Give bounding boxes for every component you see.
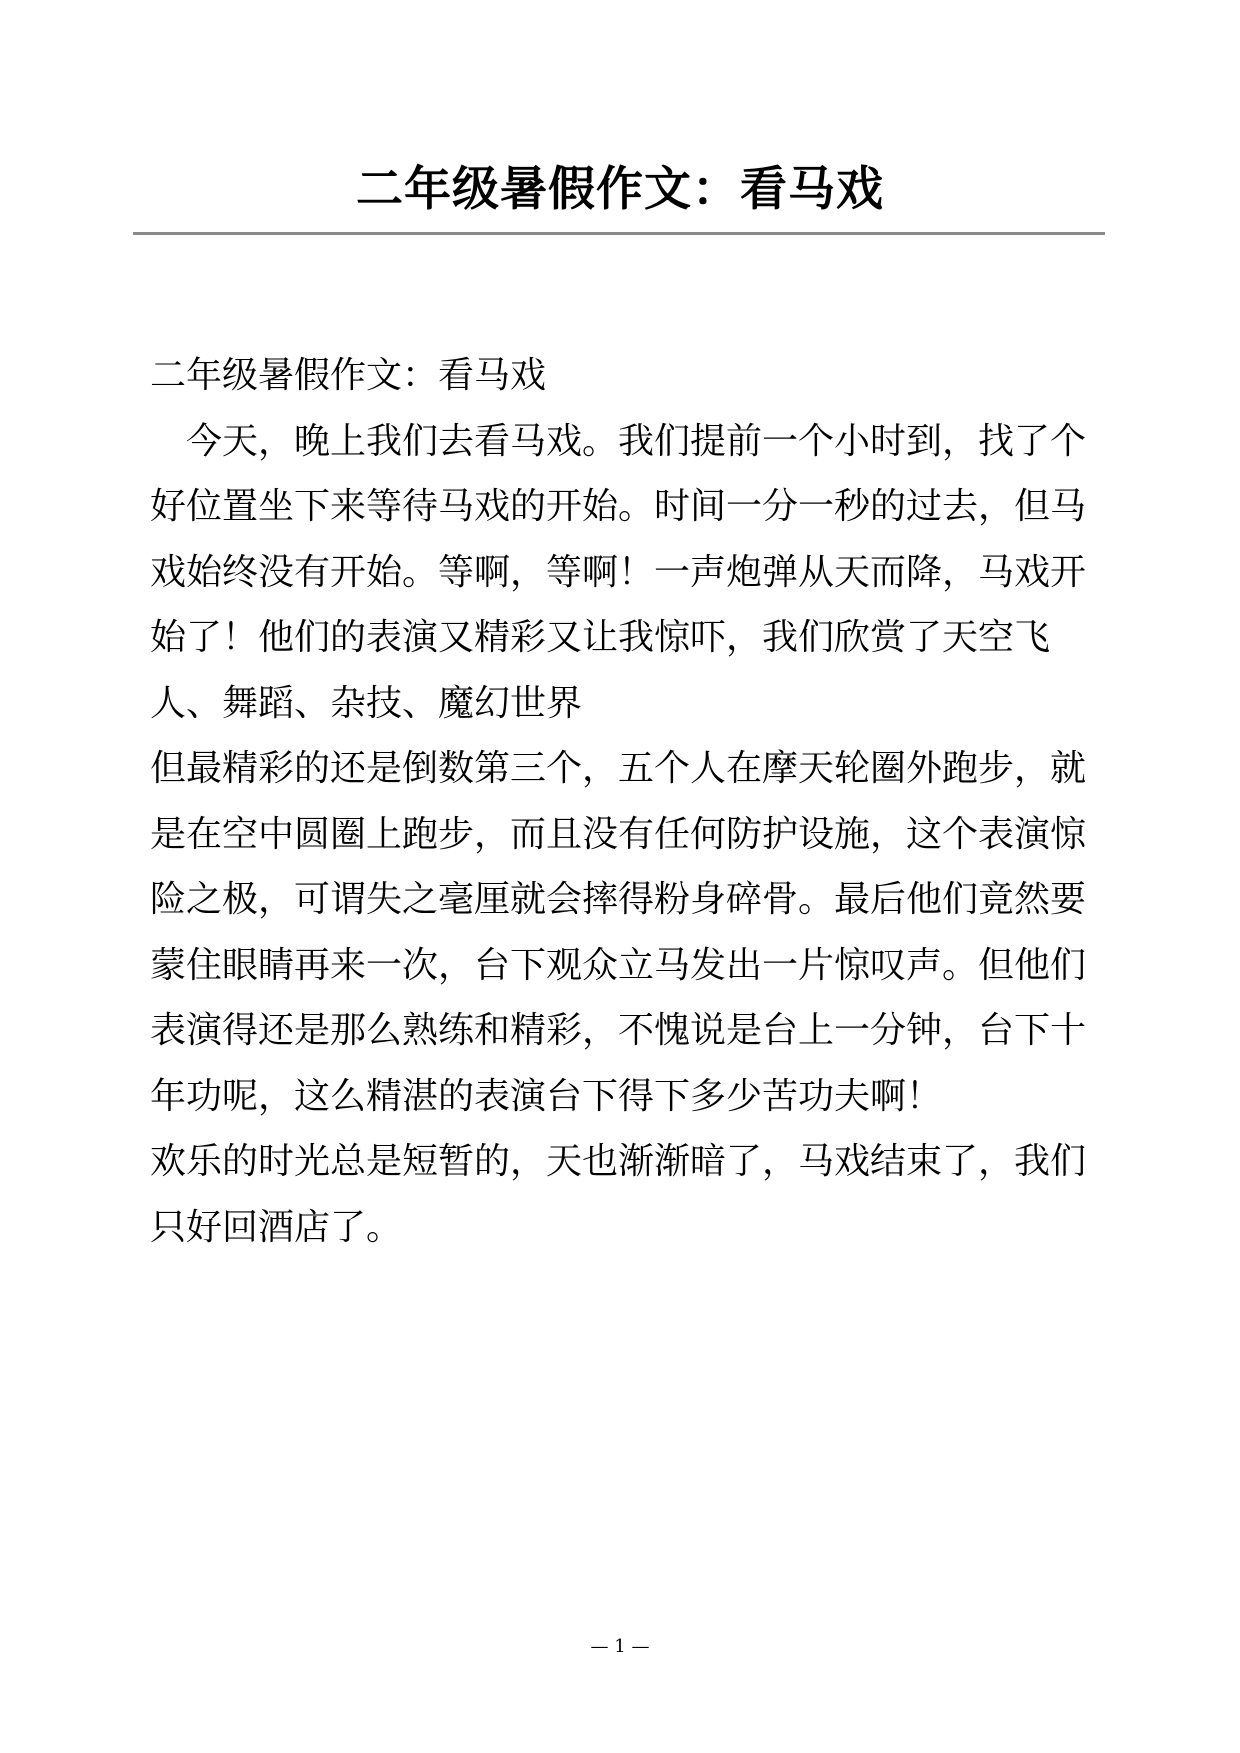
paragraph-3: 欢乐的时光总是短暂的，天也渐渐暗了，马戏结束了，我们只好回酒店了。 bbox=[150, 1141, 1087, 1248]
body-heading: 二年级暑假作文：看马戏 bbox=[150, 355, 547, 396]
page-number: — 1 — bbox=[590, 1636, 650, 1657]
document-title: 二年级暑假作文：看马戏 bbox=[356, 162, 884, 217]
title-divider bbox=[133, 232, 1105, 235]
paragraph-1: 今天，晚上我们去看马戏。我们提前一个小时到，找了个好位置坐下来等待马戏的开始。时间一分一秒的过去，但马戏始终没有开始。等啊，等啊！一声炮弹从天而降，马戏开始了！他们的表演又精彩又让我惊吓，我们欣赏了天空飞人、舞蹈、杂技、魔幻世界 bbox=[150, 420, 1087, 724]
document-body bbox=[150, 343, 1100, 1260]
paragraph-2: 但最精彩的还是倒数第三个，五个人在摩天轮圈外跑步，就是在空中圆圈上跑步，而且没有任何防护设施，这个表演惊险之极，可谓失之毫厘就会摔得粉身碎骨。最后他们竟然要蒙住眼睛再来一次，台下观众立马发出一片惊叹声。但他们表演得还是那么熟练和精彩，不愧说是台上一分钟，台下十年功呢，这么精湛的表演台下得下多少苦功夫啊！ bbox=[150, 748, 1087, 1117]
